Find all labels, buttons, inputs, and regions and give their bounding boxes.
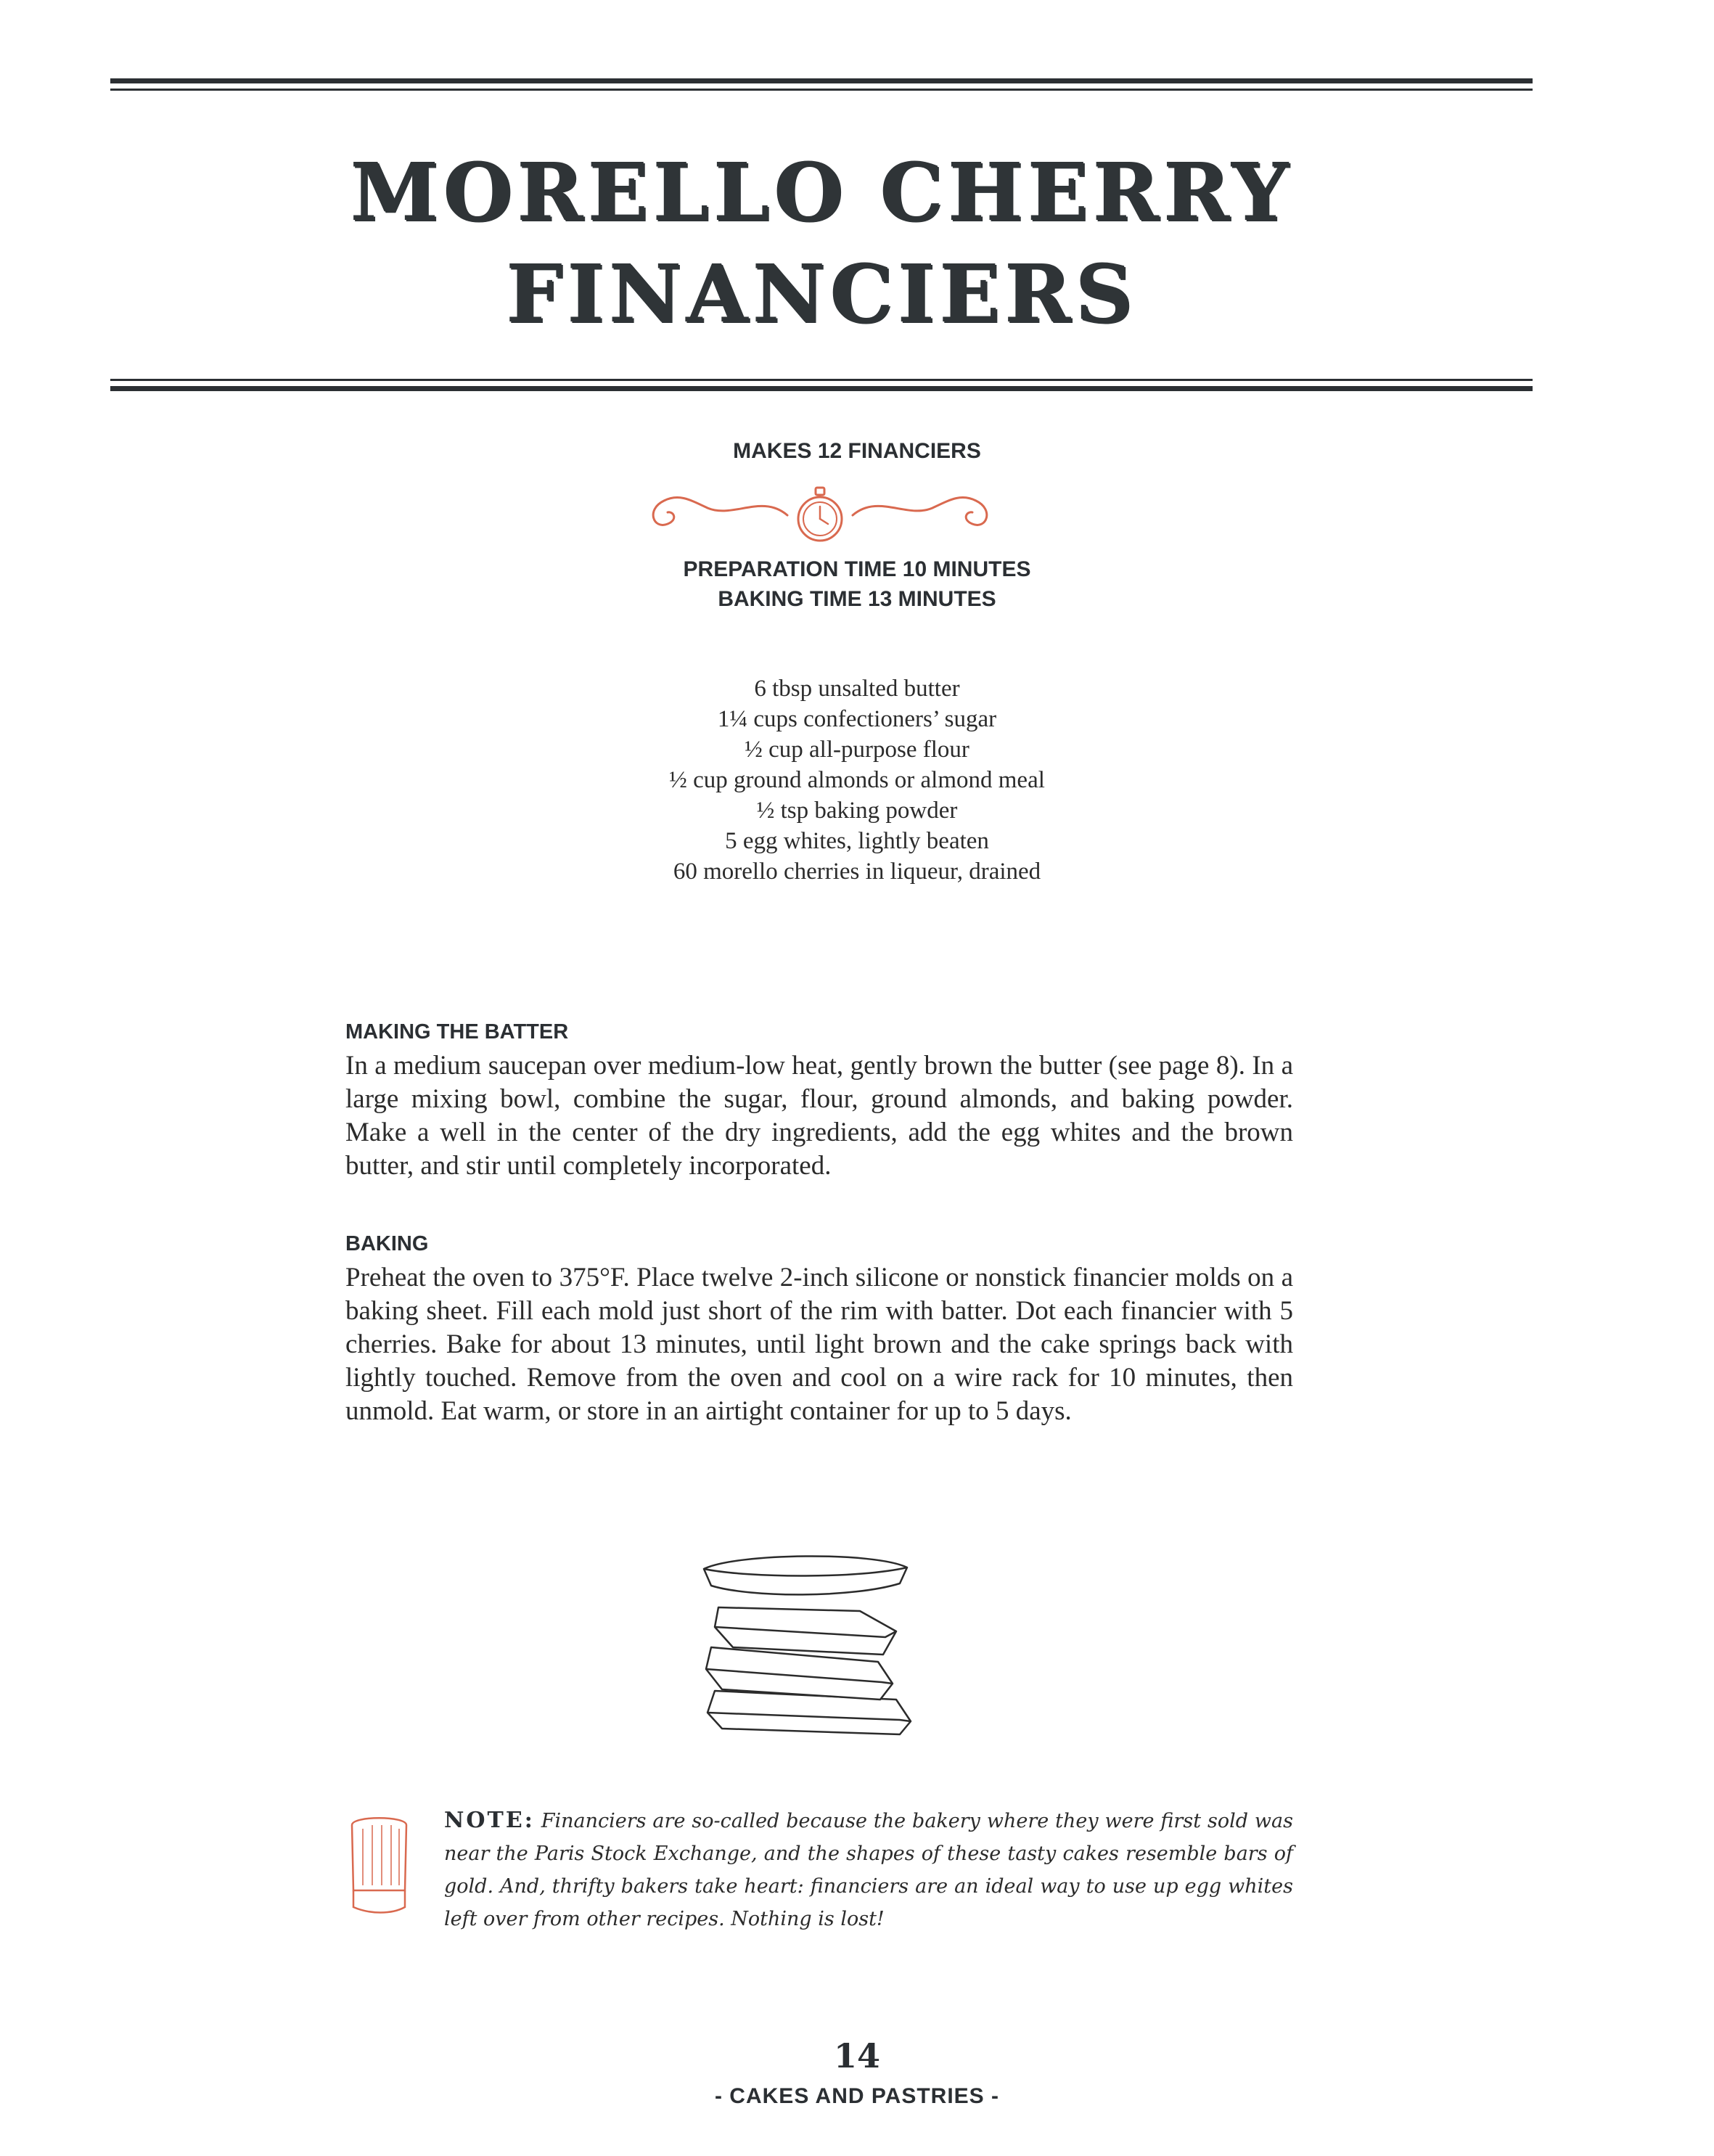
ingredient-item: 1¼ cups confectioners’ sugar	[717, 706, 997, 732]
note-box	[444, 1804, 1293, 1935]
making-batter-heading: MAKING THE BATTER	[345, 1020, 569, 1044]
page-number: 14	[833, 2036, 880, 2075]
stopwatch-ornament-icon	[639, 479, 1001, 552]
baking-heading: BAKING	[345, 1232, 429, 1255]
ingredient-item: ½ cup all-purpose flour	[745, 737, 969, 763]
recipe-yield: MAKES 12 FINANCIERS	[733, 439, 981, 463]
note-text: Financiers are so-called because the bakery where they were first sold was near the Paris Stock Exchange, and the shapes of these tasty cakes resemble bars of gold. And, thrifty bakers take heart: financiers are an ideal way to use up egg whites left over from other recipes. Nothing is lost!	[444, 1810, 1293, 1930]
ingredient-list	[0, 673, 1714, 887]
baking-instructions: Preheat the oven to 375°F. Place twelve 2-inch silicone or nonstick financier molds on a baking sheet. Fill each mold just short of the rim with batter. Dot each financier with 5 cherries. Bake for about 13 minutes, until light brown and the cake springs back with lightly touched. Remove from the oven and cool on a wire rack for 10 minutes, then unmold. Eat warm, or store in an airtight container for up to 5 days.	[345, 1263, 1293, 1426]
preparation-time: PREPARATION TIME 10 MINUTES	[683, 557, 1031, 581]
ingredient-item: ½ tsp baking powder	[756, 798, 958, 824]
stacked-financiers-illustration	[693, 1538, 918, 1742]
top-double-rule	[110, 78, 1533, 91]
chef-hat-icon	[341, 1814, 417, 1923]
recipe-title-line-2: FINANCIERS	[506, 247, 1137, 340]
baking-time: BAKING TIME 13 MINUTES	[718, 587, 996, 611]
chapter-footer: - CAKES AND PASTRIES -	[714, 2084, 1000, 2108]
ingredient-item: 60 morello cherries in liqueur, drained	[673, 858, 1041, 885]
ingredient-item: ½ cup ground almonds or almond meal	[669, 767, 1045, 793]
bottom-double-rule	[110, 379, 1533, 391]
making-batter-instructions: In a medium saucepan over medium-low heat, gently brown the butter (see page 8). In a large mixing bowl, combine the sugar, flour, ground almonds, and baking powder. Make a well in the center of the dry ingredients, add the egg whites and the brown butter, and stir until completely incorporated.	[345, 1051, 1293, 1181]
ingredient-item: 5 egg whites, lightly beaten	[725, 828, 989, 854]
ingredient-item: 6 tbsp unsalted butter	[754, 676, 960, 702]
recipe-title-line-1: MORELLO CHERRY	[350, 145, 1293, 239]
note-label: NOTE:	[444, 1808, 535, 1833]
